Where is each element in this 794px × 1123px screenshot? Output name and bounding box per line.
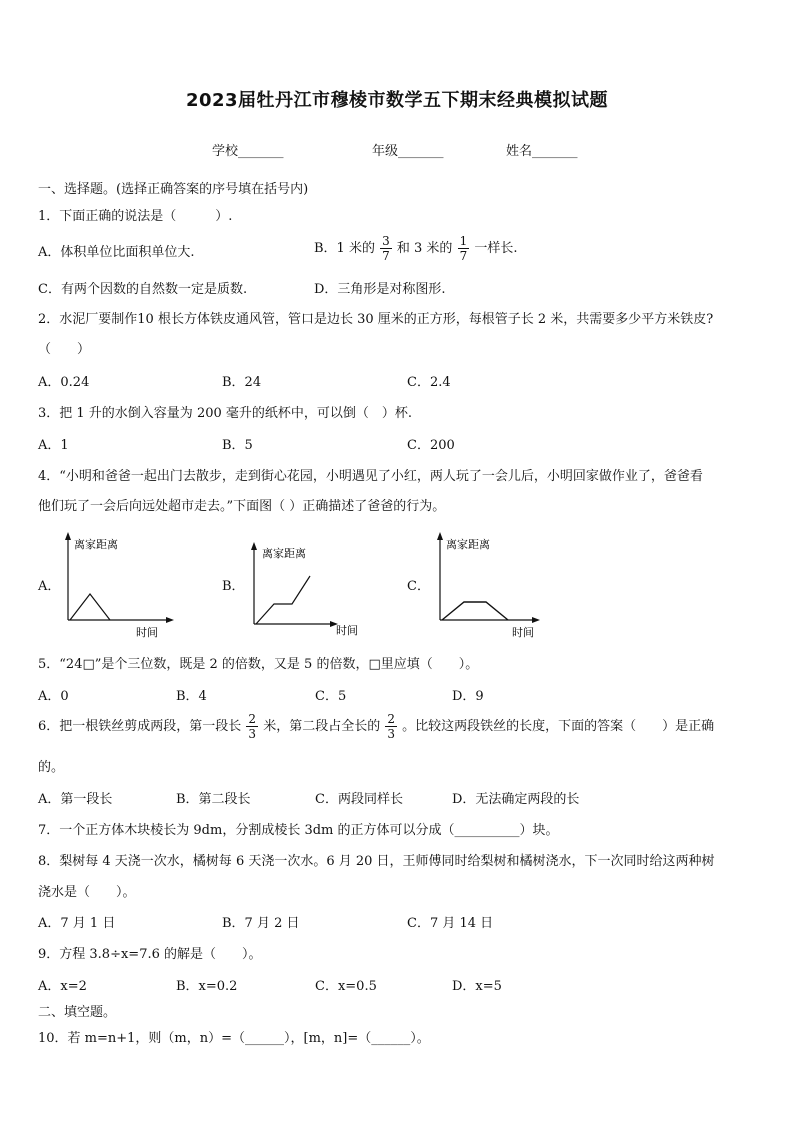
- question-10-stem: 10．若 m=n+1，则（m，n）=（______），[m，n]=（______）。: [38, 1031, 430, 1046]
- q4-option-a-label[interactable]: A．: [38, 579, 61, 594]
- q9-option-a[interactable]: A．x=2: [38, 979, 87, 994]
- q1-fraction-2-num: 1: [459, 234, 468, 248]
- q1-option-b[interactable]: [314, 234, 518, 263]
- q3-option-b[interactable]: B．5: [222, 438, 253, 453]
- q9-option-c[interactable]: C．x=0.5: [315, 979, 377, 994]
- q5-option-d[interactable]: D．9: [452, 689, 484, 704]
- q8-option-b[interactable]: B．7 月 2 日: [222, 916, 300, 931]
- q6-fraction-1-den: 3: [248, 727, 257, 741]
- q1-option-b-mid: 和 3 米的: [396, 241, 453, 256]
- section-1-heading: 一、选择题。(选择正确答案的序号填在括号内): [38, 182, 309, 197]
- q4-chart-b-y-arrow: [251, 542, 257, 550]
- q4-chart-c-y-arrow: [437, 532, 443, 540]
- q4-chart-b: [240, 540, 368, 640]
- q6-pre: 6．把一根铁丝剪成两段，第一段长: [38, 719, 242, 734]
- q8-option-c[interactable]: C．7 月 14 日: [407, 916, 494, 931]
- q3-option-c[interactable]: C．200: [407, 438, 455, 453]
- q4-chart-b-series-line: [256, 576, 310, 624]
- q4-option-c-label[interactable]: C．: [407, 579, 430, 594]
- q1-option-b-post: 一样长.: [474, 241, 518, 256]
- grade-field[interactable]: [372, 140, 444, 159]
- q6-mid: 米，第二段占全长的: [263, 719, 381, 734]
- q4-chart-c: [426, 532, 556, 640]
- q1-option-c[interactable]: C．有两个因数的自然数一定是质数.: [38, 282, 248, 297]
- section-2-heading: 二、填空题。: [38, 1005, 117, 1020]
- q4-chart-c-x-arrow: [532, 617, 540, 623]
- q1-fraction-2-den: 7: [459, 249, 468, 263]
- grade-blank: _______: [398, 144, 444, 159]
- q4-chart-c-series-line: [442, 602, 508, 620]
- q1-option-b-pre: B．1 米的: [314, 241, 375, 256]
- q4-chart-a: [56, 532, 176, 640]
- name-blank: _______: [532, 144, 578, 159]
- question-3-stem: 3．把 1 升的水倒入容量为 200 毫升的纸杯中，可以倒（ ）杯.: [38, 406, 413, 421]
- q6-option-d[interactable]: D．无法确定两段的长: [452, 792, 580, 807]
- q2-option-a[interactable]: A．0.24: [38, 375, 90, 390]
- name-label: 姓名: [506, 144, 533, 159]
- q1-fraction-1-num: 3: [382, 234, 390, 248]
- school-label: 学校: [212, 144, 239, 159]
- school-blank: _______: [238, 144, 284, 159]
- q5-option-c[interactable]: C．5: [315, 689, 347, 704]
- q6-option-c[interactable]: C．两段同样长: [315, 792, 403, 807]
- question-5-stem: 5．“24□”是个三位数，既是 2 的倍数，又是 5 的倍数，□里应填（ ）。: [38, 657, 479, 672]
- question-4-line-1: 4．“小明和爸爸一起出门去散步，走到街心花园，小明遇见了小红，两人玩了一会儿后，小明回家做作业了，爸爸看: [38, 469, 703, 484]
- q4-chart-c-xlabel: 时间: [512, 626, 534, 639]
- q4-chart-a-x-arrow: [166, 617, 174, 623]
- q5-option-a[interactable]: A．0: [38, 689, 69, 704]
- q4-option-b-label[interactable]: B．: [222, 579, 245, 594]
- question-9-stem: 9．方程 3.8÷x=7.6 的解是（ ）。: [38, 947, 262, 962]
- q6-option-b[interactable]: B．第二段长: [176, 792, 251, 807]
- question-7-stem: 7．一个正方体木块棱长为 9dm，分割成棱长 3dm 的正方体可以分成（__________）块。: [38, 823, 559, 838]
- q6-fraction-2: [385, 712, 397, 741]
- q1-fraction-1: [380, 234, 392, 263]
- q1-fraction-2: [458, 234, 470, 263]
- q2-answer-paren: （ ）: [38, 342, 91, 357]
- school-field[interactable]: [212, 140, 284, 159]
- q9-option-d[interactable]: D．x=5: [452, 979, 502, 994]
- question-8-line-1: 8．梨树每 4 天浇一次水，橘树每 6 天浇一次水。6 月 20 日，王师傅同时给梨树和橘树浇水，下一次同时给这两种树: [38, 854, 715, 869]
- q9-option-b[interactable]: B．x=0.2: [176, 979, 238, 994]
- q1-option-a[interactable]: A．体积单位比面积单位大.: [38, 245, 195, 260]
- q4-chart-b-xlabel: 时间: [336, 624, 358, 637]
- question-2-stem: 2．水泥厂要制作10 根长方体铁皮通风管，管口是边长 30 厘米的正方形，每根管子长 2 米，共需要多少平方米铁皮?: [38, 312, 714, 327]
- question-6-line-1: [38, 712, 714, 741]
- q1-fraction-1-den: 7: [382, 249, 390, 263]
- q5-option-b[interactable]: B．4: [176, 689, 207, 704]
- q4-chart-a-xlabel: 时间: [136, 626, 158, 639]
- q4-chart-c-ylabel: 离家距离: [446, 538, 490, 551]
- q3-option-a[interactable]: A．1: [38, 438, 69, 453]
- q4-chart-b-ylabel: 离家距离: [262, 547, 306, 560]
- q2-option-b[interactable]: B．24: [222, 375, 262, 390]
- question-4-line-2: 他们玩了一会后向远处超市走去。”下面图（ ）正确描述了爸爸的行为。: [38, 499, 446, 514]
- grade-label: 年级: [372, 144, 399, 159]
- q4-chart-a-ylabel: 离家距离: [74, 538, 118, 551]
- q8-option-a[interactable]: A．7 月 1 日: [38, 916, 116, 931]
- question-8-line-2: 浇水是（ ）。: [38, 885, 136, 900]
- q6-option-a[interactable]: A．第一段长: [38, 792, 113, 807]
- name-field[interactable]: [506, 140, 578, 159]
- question-6-line-2: 的。: [38, 760, 65, 775]
- q6-fraction-2-num: 2: [387, 712, 395, 726]
- q4-chart-a-y-arrow: [65, 532, 71, 540]
- q6-fraction-1: [246, 712, 258, 741]
- q6-fraction-2-den: 3: [387, 727, 395, 741]
- q4-chart-a-series-line: [70, 594, 110, 620]
- q2-option-c[interactable]: C．2.4: [407, 375, 451, 390]
- page-title: 2023届牡丹江市穆棱市数学五下期末经典模拟试题: [185, 90, 609, 111]
- q6-post: 。比较这两段铁丝的长度，下面的答案（ ）是正确: [402, 719, 715, 734]
- question-1-stem: 1．下面正确的说法是（ ）.: [38, 209, 233, 224]
- q6-fraction-1-num: 2: [248, 712, 257, 726]
- q1-option-d[interactable]: D．三角形是对称图形.: [314, 282, 446, 297]
